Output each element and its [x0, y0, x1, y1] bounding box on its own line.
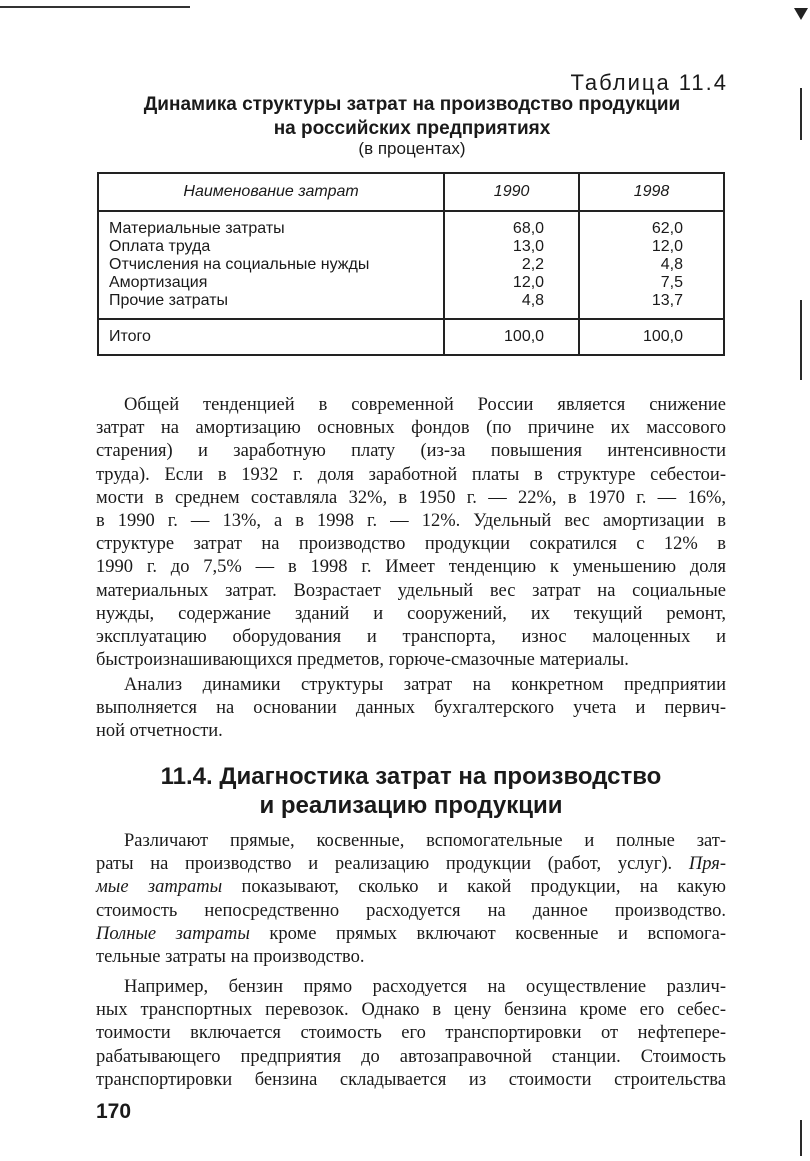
table-title	[90, 93, 734, 141]
table-value-1998: 4,8	[660, 256, 683, 273]
header-1998: 1998	[579, 173, 724, 211]
table-title-line: Динамика структуры затрат на производство продукции	[143, 94, 681, 115]
table-value-1990: 12,0	[512, 274, 545, 291]
text-line: мости в среднем составляла 32%, в 1950 г. — 22%, в 1970 г. — 16%,	[96, 487, 726, 508]
table-row-name: Прочие затраты	[109, 292, 229, 309]
text-line: ной отчетности.	[96, 721, 223, 742]
table-row-name: Оплата труда	[109, 238, 211, 255]
text-line: ных транспортных перевозок. Однако в цену бензина кроме его себес-	[96, 1000, 726, 1021]
text-line: Например, бензин прямо расходуется на осуществление различ-	[124, 977, 726, 997]
text-line: структуре затрат на производство продукции сократился с 12% в	[96, 534, 726, 555]
page-number: 170	[96, 1100, 132, 1123]
section-heading	[96, 762, 726, 820]
table-value-1990: 68,0	[512, 220, 545, 237]
text-line: Общей тенденцией в современной России является снижение	[124, 395, 726, 415]
table-row-name: Материальные затраты	[109, 220, 285, 237]
right-edge-mark	[800, 300, 802, 380]
table-value-1990: 2,2	[521, 256, 545, 273]
text-line: тоимости включается стоимость его транспортировки от нефтепере-	[96, 1023, 726, 1044]
text-line	[96, 876, 726, 899]
emphasis-term: Полные затраты	[96, 923, 250, 944]
values-1998-cell	[579, 211, 724, 319]
total-label: Итого	[98, 319, 444, 355]
table-value-1990: 4,8	[521, 292, 545, 309]
paragraph-analysis	[96, 674, 726, 744]
table-value-1990: 13,0	[512, 238, 545, 255]
total-1998: 100,0	[579, 319, 724, 355]
table-number: Таблица 11.4	[570, 70, 728, 95]
table-value-1998: 13,7	[651, 292, 683, 309]
text-line: 1990 г. до 7,5% — в 1998 г. Имеет тенденцию к уменьшению доля	[96, 557, 726, 578]
text-line: Анализ динамики структуры затрат на конкретном предприятии	[124, 675, 726, 695]
header-1990: 1990	[444, 173, 579, 211]
cost-structure-table	[97, 172, 725, 356]
text-fragment: кроме прямых включают косвенные и вспомога-	[269, 923, 726, 944]
top-rule	[0, 6, 190, 8]
corner-arrow-icon	[794, 8, 808, 20]
text-line	[96, 923, 726, 946]
text-fragment: показывают, сколько и какой продукции, на какую	[241, 877, 726, 898]
values-1990-cell	[444, 211, 579, 319]
text-line: в 1990 г. — 13%, а в 1998 г. — 12%. Удельный вес амортизации в	[96, 511, 726, 532]
table-header-row	[98, 173, 724, 211]
section-heading-line: и реализацию продукции	[259, 792, 563, 819]
text-line: выполняется на основании данных бухгалтерского учета и первич-	[96, 698, 726, 719]
text-line: рабатывающего предприятия до автозаправочной станции. Стоимость	[96, 1046, 726, 1067]
text-line: транспортировки бензина складывается из стоимости строительства	[96, 1069, 726, 1090]
text-line	[96, 853, 726, 876]
text-line: нужды, содержание зданий и сооружений, их текущий ремонт,	[96, 603, 726, 624]
section-heading-line: 11.4. Диагностика затрат на производство	[160, 763, 662, 790]
text-line: затрат на амортизацию основных фондов (по причине их массового	[96, 418, 726, 439]
table-row-name: Амортизация	[109, 274, 208, 291]
text-line: труда). Если в 1932 г. доля заработной платы в структуре себестои-	[96, 464, 726, 485]
right-edge-mark	[800, 88, 802, 140]
text-line: стоимость непосредственно расходуется на данное производство.	[96, 900, 726, 921]
paragraph-cost-types	[96, 830, 726, 969]
text-fragment: раты на производство и реализацию продукции (работ, услуг).	[96, 854, 673, 875]
table-body-row	[98, 211, 724, 319]
text-line: быстроизнашивающихся предметов, горюче-смазочные материалы.	[96, 650, 629, 671]
table-value-1998: 12,0	[651, 238, 683, 255]
table-value-1998: 62,0	[651, 220, 683, 237]
text-line: Различают прямые, косвенные, вспомогательные и полные зат-	[124, 831, 726, 851]
text-line: старения) и заработную плату (из-за повышения интенсивности	[96, 441, 726, 462]
table-title-line: на российских предприятиях	[273, 118, 551, 139]
table-row-name: Отчисления на социальные нужды	[109, 256, 370, 273]
table-subtitle: (в процентах)	[358, 139, 466, 158]
paragraph-trends	[96, 394, 726, 672]
table-total-row	[98, 319, 724, 355]
emphasis-term: мые затраты	[96, 877, 223, 898]
text-line: эксплуатацию оборудования и транспорта, износ малоценных и	[96, 627, 726, 648]
table-value-1998: 7,5	[660, 274, 683, 291]
cost-names-cell	[98, 211, 444, 319]
right-edge-mark	[800, 1120, 802, 1156]
total-1990: 100,0	[444, 319, 579, 355]
emphasis-term: Пря-	[688, 854, 726, 875]
paragraph-example	[96, 976, 726, 1092]
text-line: материальных затрат. Возрастает удельный вес затрат на социальные	[96, 580, 726, 601]
header-cost-name: Наименование затрат	[98, 173, 444, 211]
text-line: тельные затраты на производство.	[96, 947, 365, 968]
